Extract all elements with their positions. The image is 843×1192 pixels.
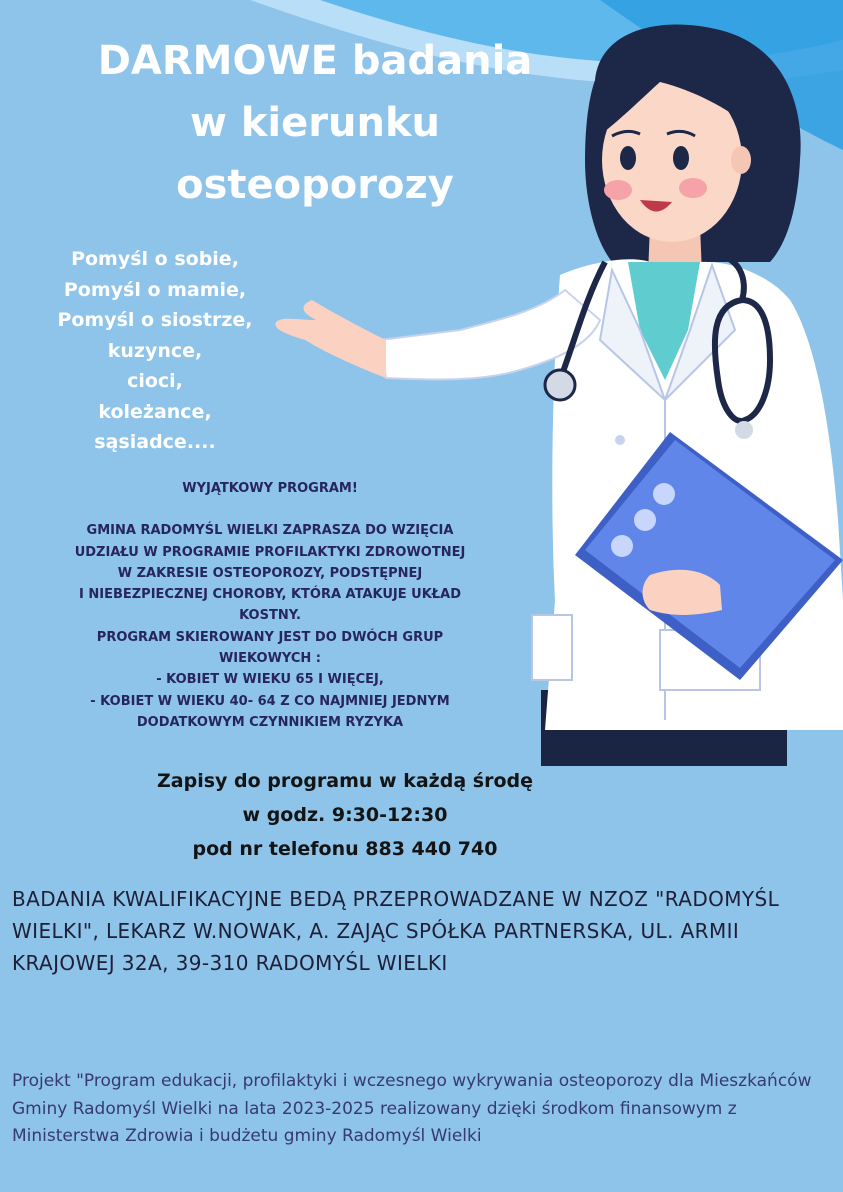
doctor-eye-left-shape [620,146,636,170]
program-line: DODATKOWYM CZYNNIKIEM RYZYKA [136,714,404,730]
poster-title [60,30,570,216]
program-line: KOSTNY. [239,608,301,624]
program-line: W ZAKRESIE OSTEOPOROZY, PODSTĘPNEJ [117,565,423,581]
doctor-cheek-right-shape [679,178,707,198]
program-line: PROGRAM SKIEROWANY JEST DO DWÓCH GRUP [96,629,444,645]
doctor-hand-shape [275,300,386,378]
signup-line: Zapisy do programu w każdą środę [157,770,533,792]
slogan-line: Pomyśl o mamie, [63,278,247,301]
signup-line: w godz. 9:30-12:30 [242,804,448,826]
slogan-line: Pomyśl o sobie, [71,248,239,270]
doctor-eye-right-shape [673,146,689,170]
location-info: BADANIA KWALIFIKACYJNE BEDĄ PRZEPROWADZANE W NZOZ "RADOMYŚL WIELKI", LEKARZ W.NOWAK, A. ZAJĄC SPÓŁKA PARTNERSKA, UL. ARMII KRAJOWEJ 32A, 39-310 RADOMYŚL WIELKI [12,887,780,975]
program-line: UDZIAŁU W PROGRAMIE PROFILAKTYKI ZDROWOTNEJ [74,544,466,560]
program-line: WIEKOWYCH : [218,651,322,667]
program-line: - KOBIET W WIEKU 65 I WIĘCEJ, [156,672,384,688]
program-description [30,478,510,733]
slogan-line: sąsiadce.... [94,431,216,453]
title-line: osteoporozy [176,162,454,208]
slogan-line: cioci, [127,370,183,392]
slogan-line: koleżance, [98,400,212,423]
signup-info [130,764,560,866]
doctor-pocket-left-shape [532,615,572,680]
program-line: GMINA RADOMYŚL WIELKI ZAPRASZA DO WZIĘCIA [86,523,454,539]
program-line: - KOBIET W WIEKU 40- 64 Z CO NAJMNIEJ JEDNYM [90,693,450,709]
signup-phone: pod nr telefonu 883 440 740 [192,838,498,860]
title-line: w kierunku [189,100,441,146]
doctor-cheek-left-shape [604,180,632,200]
slogan-line: Pomyśl o siostrze, [57,309,253,331]
project-footer: Projekt "Program edukacji, profilaktyki i wczesnego wykrywania osteoporozy dla Mieszkańców Gminy Radomyśl Wielki na lata 2023-2025 realizowany dzięki środkom finansowym z Ministerstwa Zdrowia i budżetu gminy Radomyśl Wielki [12,1071,812,1146]
title-line: DARMOWE badania [97,38,533,84]
spacer [30,499,510,520]
slogan-list [40,244,270,458]
program-heading: WYJĄTKOWY PROGRAM! [182,481,358,496]
program-line: I NIEBEZPIECZNEJ CHOROBY, KTÓRA ATAKUJE UKŁAD [78,587,461,603]
slogan-line: kuzynce, [107,339,203,362]
